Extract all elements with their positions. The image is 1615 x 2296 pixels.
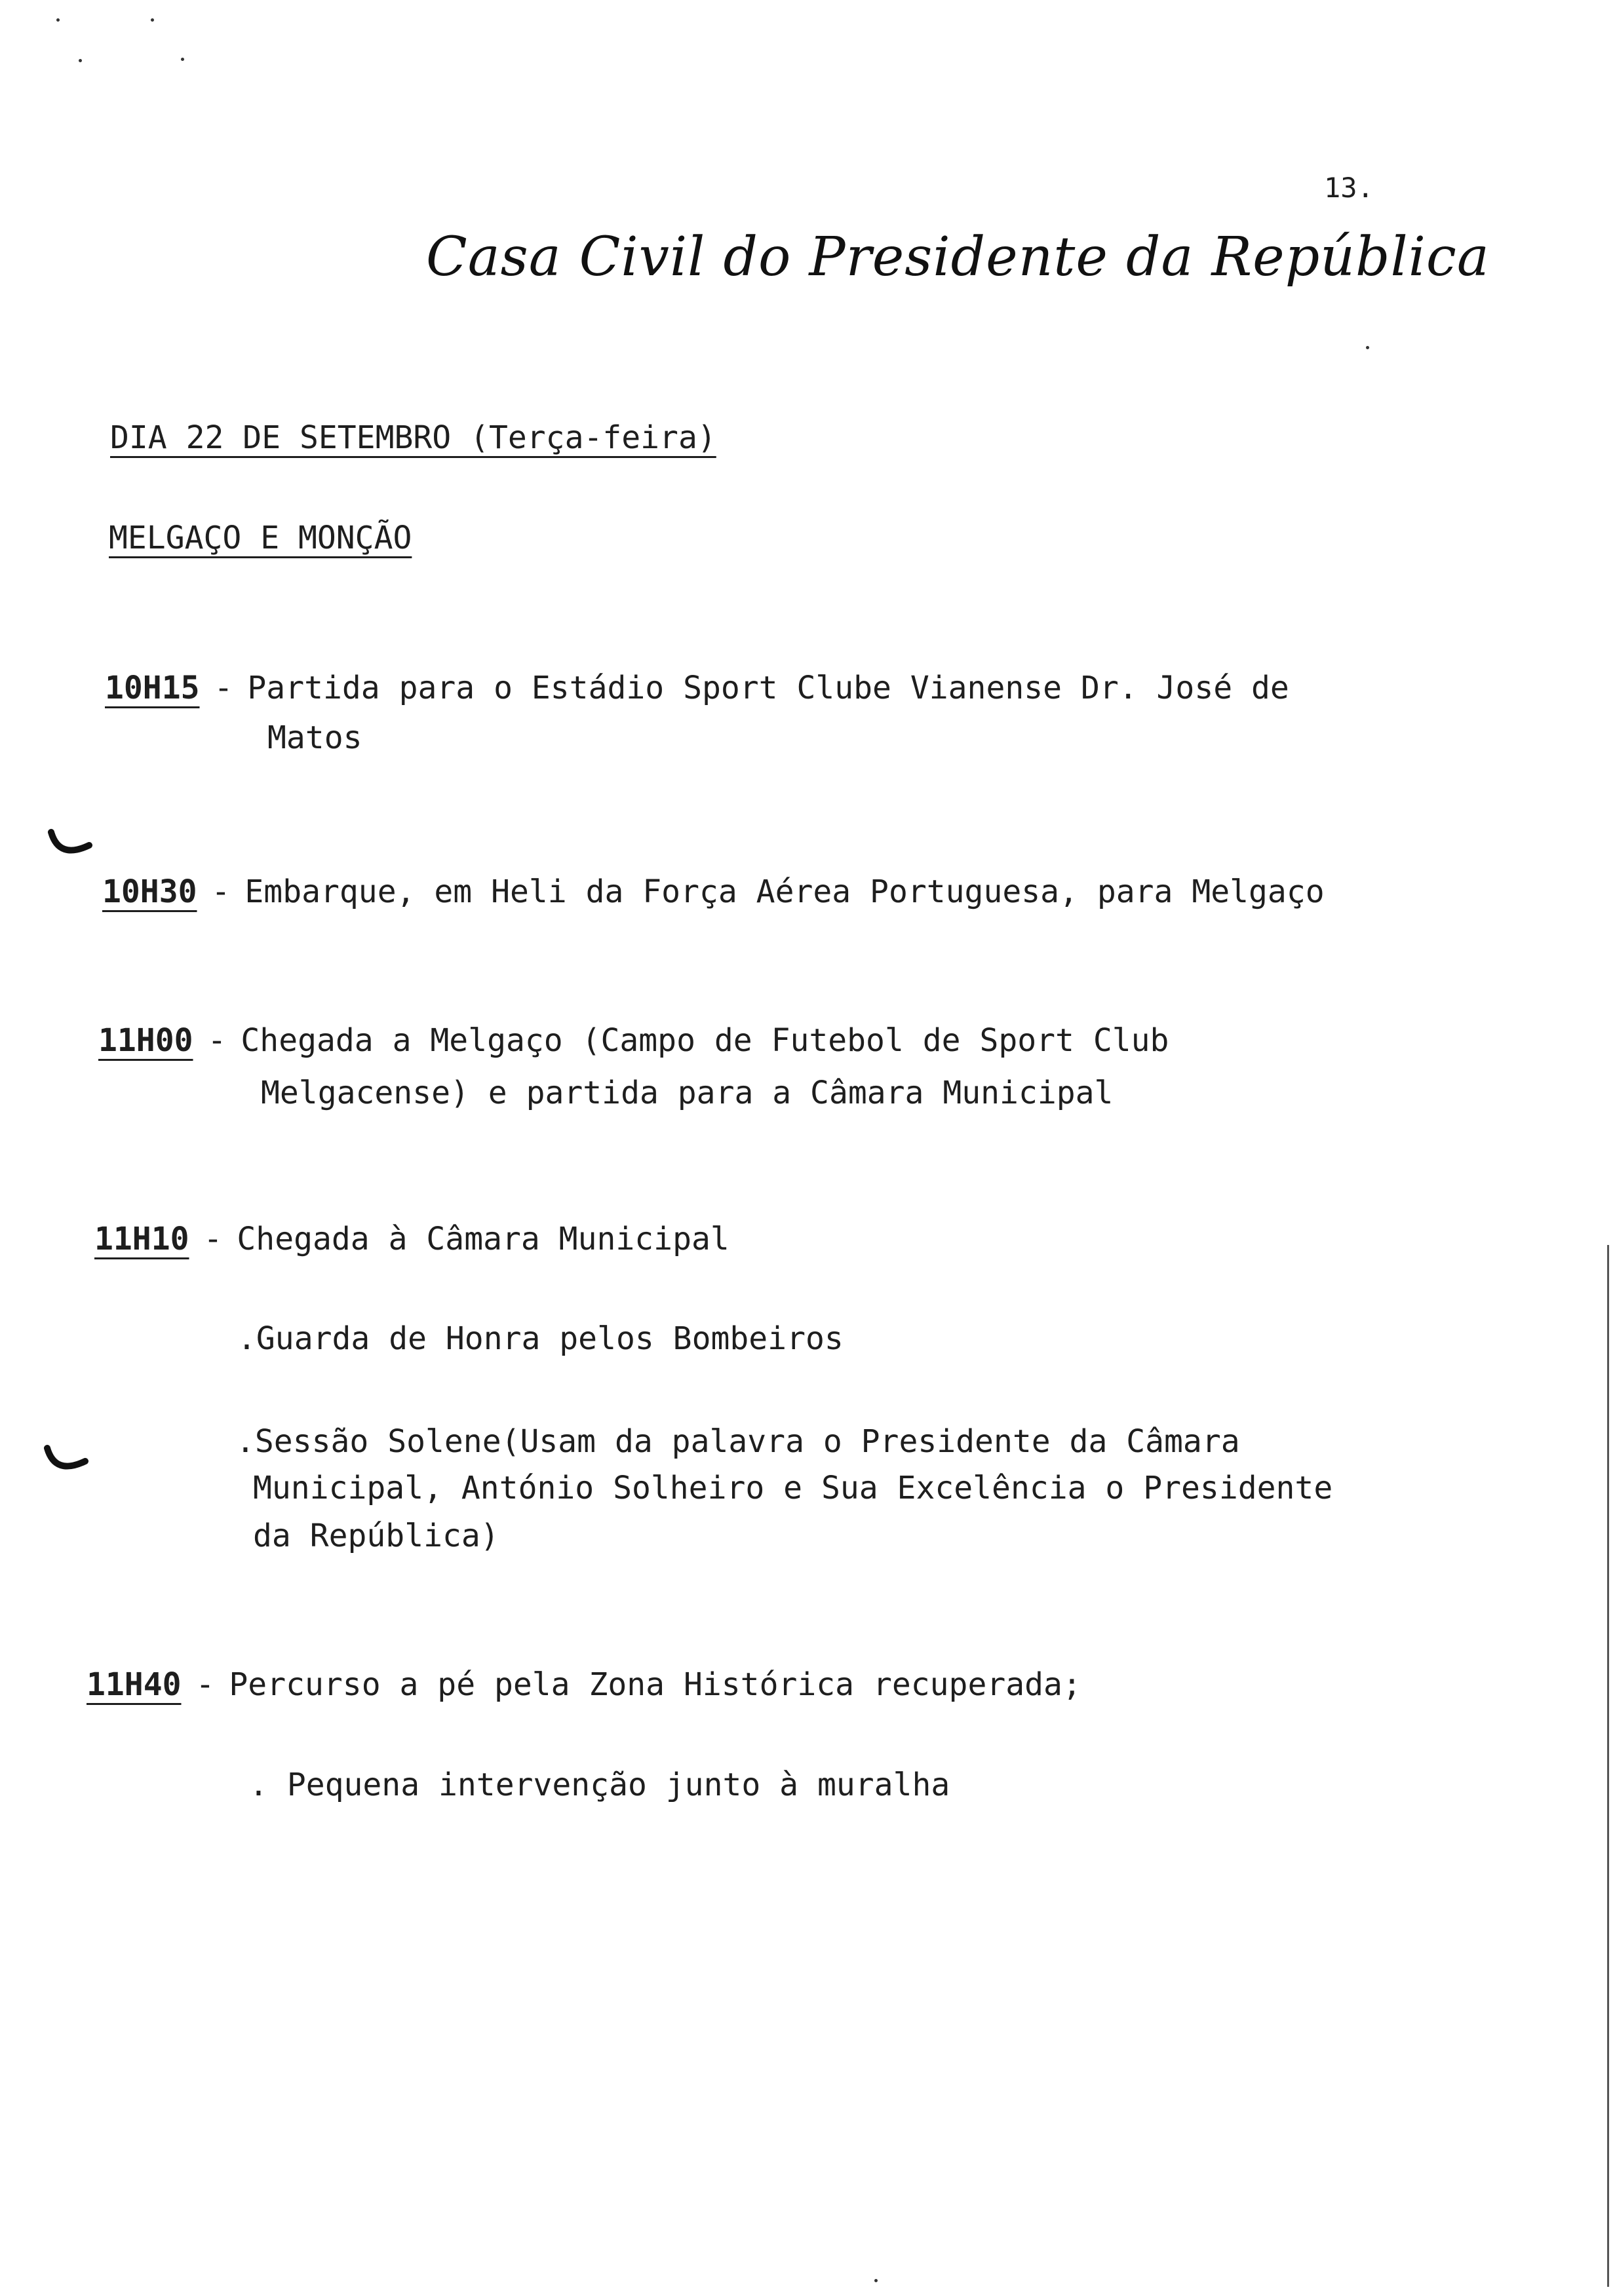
schedule-text: Percurso a pé pela Zona Histórica recuperada; [229,1666,1081,1703]
punch-hole-mark-arc [47,1448,85,1466]
schedule-time: 10H30 [102,873,197,910]
punch-hole-mark-icon [46,826,98,865]
bullet: . [249,1767,268,1803]
location-heading: MELGAÇO E MONÇÃO [109,520,412,556]
date-heading: DIA 22 DE SETEMBRO (Terça-feira) [110,419,716,456]
schedule-text: Chegada à Câmara Municipal [237,1221,730,1257]
bullet: . [237,1320,256,1357]
scan-speck [56,18,60,22]
scan-speck [874,2279,878,2282]
dash: - [207,1022,227,1059]
punch-hole-mark-arc [51,832,89,851]
schedule-text: Embarque, em Heli da Força Aérea Portuguesa, para Melgaço [244,873,1325,910]
page-number: 13. [1324,172,1374,204]
scan-speck [79,59,82,62]
schedule-text: Melgacense) e partida para a Câmara Municipal [261,1075,1114,1111]
schedule-time: 10H15 [105,670,200,706]
scan-edge-line [1607,1245,1609,2287]
scan-speck [1366,346,1369,349]
schedule-time: 11H10 [94,1221,189,1257]
subitem-text: da República) [253,1518,499,1554]
dash: - [195,1666,215,1703]
subitem-text: Municipal, António Solheiro e Sua Excelência o Presidente [253,1470,1333,1506]
schedule-text: Chegada a Melgaço (Campo de Futebol de Sport Club [241,1022,1169,1059]
subitem-text: Sessão Solene(Usam da palavra o Presidente da Câmara [254,1423,1240,1460]
bullet: . [236,1423,255,1460]
letterhead: Casa Civil do Presidente da República [426,226,1490,288]
scan-speck [181,58,184,61]
schedule-text: Partida para o Estádio Sport Clube Vianense Dr. José de [247,670,1289,706]
dash: - [214,670,233,706]
dash: - [203,1221,223,1257]
subitem-text: Guarda de Honra pelos Bombeiros [256,1320,844,1357]
dash: - [211,873,231,910]
schedule-time: 11H00 [98,1022,193,1059]
punch-hole-mark-icon [42,1442,94,1481]
schedule-text: Matos [267,719,362,756]
scan-speck [151,18,154,22]
schedule-time: 11H40 [87,1666,182,1703]
subitem-text: Pequena intervenção junto à muralha [286,1767,950,1803]
